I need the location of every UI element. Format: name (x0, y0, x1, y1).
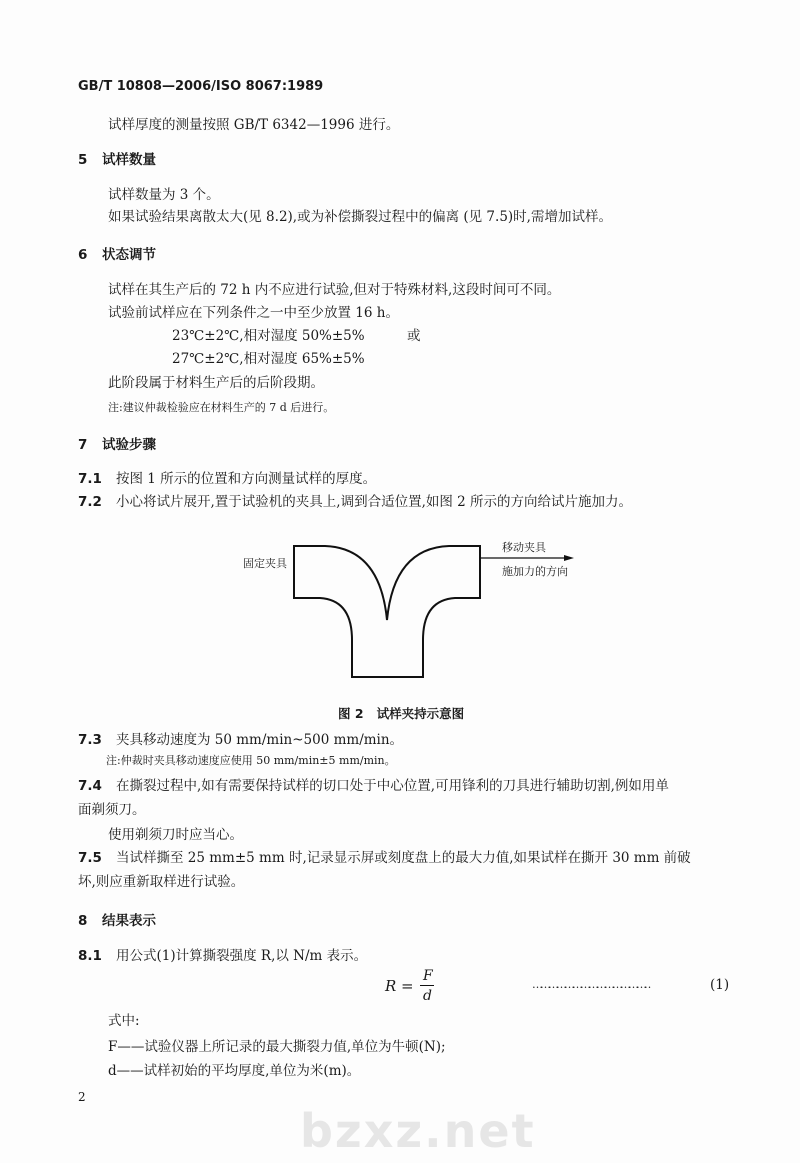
paragraph: 使用剃须刀时应当心。 (108, 827, 243, 843)
formula-lhs: R = (385, 977, 414, 995)
definition-d: d——试样初始的平均厚度,单位为米(m)。 (108, 1063, 361, 1079)
figure-caption: 图 2 试样夹持示意图 (338, 706, 465, 721)
condition: 23℃±2℃,相对湿度 50%±5% (172, 328, 365, 344)
paragraph: 用公式(1)计算撕裂强度 R,以 N/m 表示。 (116, 948, 368, 964)
paragraph: 面剃须刀。 (78, 802, 146, 818)
definition-F: F——试验仪器上所记录的最大撕裂力值,单位为牛顿(N); (108, 1039, 446, 1055)
document-header: GB/T 10808—2006/ISO 8067:1989 (78, 79, 324, 94)
watermark: bzxz.net (300, 1104, 536, 1158)
arrow-head-icon (564, 555, 574, 561)
clause-number: 7.4 (78, 778, 102, 794)
note: 注:建议仲裁检验应在材料生产的 7 d 后进行。 (108, 401, 335, 414)
paragraph: 当试样撕至 25 mm±5 mm 时,记录显示屏或刻度盘上的最大力值,如果试样在撕开 30 mm 前破 (116, 850, 691, 866)
force-direction-label: 施加力的方向 (502, 565, 568, 578)
clause-number: 7.3 (78, 732, 102, 748)
paragraph: 在撕裂过程中,如有需要保持试样的切口处于中心位置,可用锋利的刀具进行辅助切割,例如用单 (116, 778, 669, 794)
section-number: 5 (78, 152, 88, 168)
formula-numerator: F (423, 968, 433, 984)
clause-number: 7.5 (78, 850, 102, 866)
clause-number: 8.1 (78, 948, 102, 964)
paragraph: 此阶段属于材料生产后的后阶段期。 (108, 375, 324, 391)
paragraph: 坏,则应重新取样进行试验。 (78, 874, 245, 890)
clause-number: 7.2 (78, 494, 102, 510)
section-title: 试样数量 (102, 152, 156, 168)
formula-denominator: d (423, 988, 432, 1004)
moving-clamp-label: 移动夹具 (502, 541, 546, 554)
section-number: 7 (78, 437, 88, 453)
formula-leader: ……………………………………… (532, 978, 652, 991)
paragraph: 试验前试样应在下列条件之一中至少放置 16 h。 (108, 305, 399, 321)
section-title: 试验步骤 (102, 437, 156, 453)
fixed-clamp-label: 固定夹具 (243, 557, 287, 570)
condition-or: 或 (407, 328, 421, 344)
section-title: 结果表示 (102, 913, 156, 929)
paragraph: 小心将试片展开,置于试验机的夹具上,调到合适位置,如图 2 所示的方向给试片施加力。 (116, 494, 633, 510)
fraction-bar (420, 985, 434, 986)
page-number: 2 (78, 1090, 86, 1104)
section-title: 状态调节 (102, 247, 156, 263)
note: 注:仲裁时夹具移动速度应使用 50 mm/min±5 mm/min。 (106, 754, 396, 767)
formula-number: (1) (710, 977, 730, 993)
paragraph: 试样厚度的测量按照 GB/T 6342—1996 进行。 (108, 117, 400, 133)
paragraph: 夹具移动速度为 50 mm/min~500 mm/min。 (116, 732, 404, 748)
paragraph: 如果试验结果离散太大(见 8.2),或为补偿撕裂过程中的偏离 (见 7.5)时,需增加试样。 (108, 209, 612, 225)
condition: 27℃±2℃,相对湿度 65%±5% (172, 351, 365, 367)
paragraph: 试样数量为 3 个。 (108, 187, 220, 203)
paragraph: 按图 1 所示的位置和方向测量试样的厚度。 (116, 471, 377, 487)
clause-number: 7.1 (78, 471, 102, 487)
section-number: 6 (78, 247, 88, 263)
paragraph: 式中: (108, 1013, 140, 1029)
paragraph: 试样在其生产后的 72 h 内不应进行试验,但对于特殊材料,这段时间可不同。 (108, 282, 561, 298)
section-number: 8 (78, 913, 88, 929)
specimen-outline (294, 546, 480, 677)
